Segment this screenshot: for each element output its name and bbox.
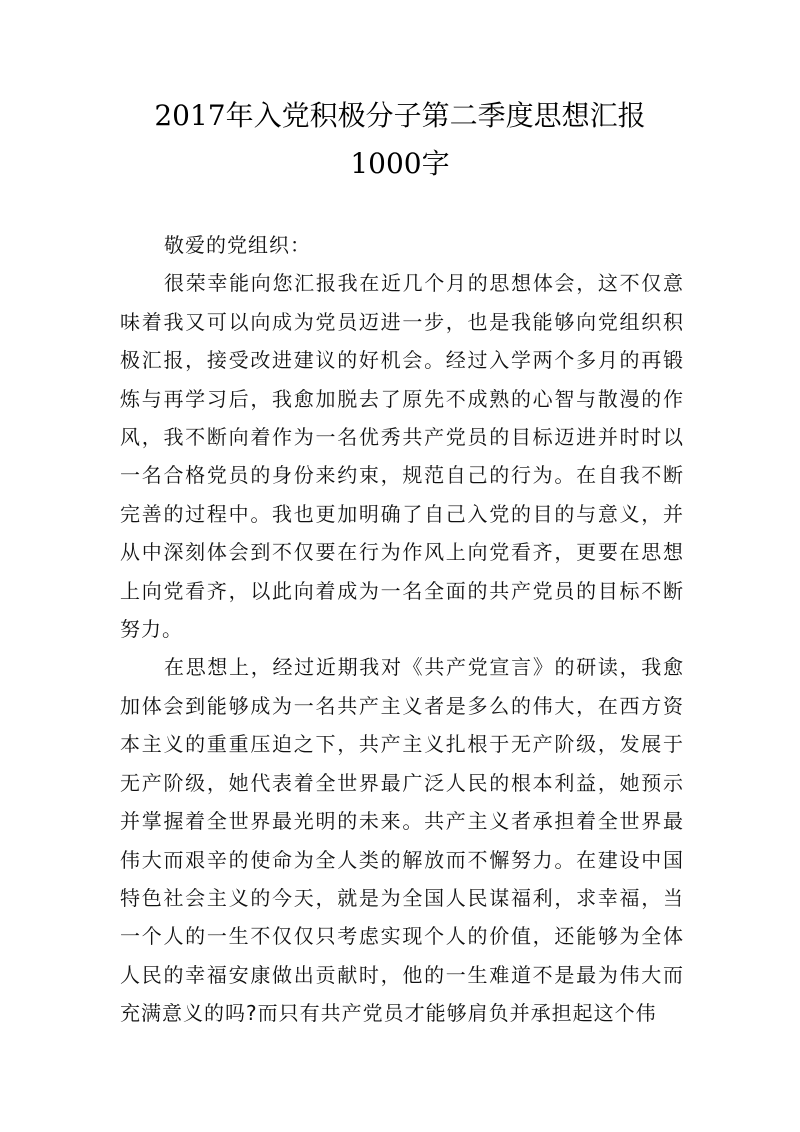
greeting: 敬爱的党组织： [164,233,311,257]
document-title [0,92,800,188]
title-line-2: 1000字 [350,147,450,180]
title-line-1: 2017年入党积极分子第二季度思想汇报 [154,99,646,132]
paragraph-2: 在思想上，经过近期我对《共产党宣言》的研读，我愈加体会到能够成为一名共产主义者是多么的伟大，在西方资本主义的重重压迫之下，共产主义扎根于无产阶级，发展于无产阶级，她代表着全世界最广泛人民的根本利益，她预示并掌握着全世界最光明的未来。共产主义者承担着全世界最伟大而艰辛的使命为全人类的解放而不懈努力。在建设中国特色社会主义的今天，就是为全国人民谋福利，求幸福，当一个人的一生不仅仅只考虑实现个人的价值，还能够为全体人民的幸福安康做出贡献时，他的一生难道不是最为伟大而充满意义的吗?而只有共产党员才能够肩负并承担起这个伟 [120,655,684,1026]
paragraph-1: 很荣幸能向您汇报我在近几个月的思想体会，这不仅意味着我又可以向成为党员迈进一步，也是我能够向党组织积极汇报，接受改进建议的好机会。经过入学两个多月的再锻炼与再学习后，我愈加脱去了原先不成熟的心智与散漫的作风，我不断向着作为一名优秀共产党员的目标迈进并时时以一名合格党员的身份来约束，规范自己的行为。在自我不断完善的过程中。我也更加明确了自己入党的目的与意义，并从中深刻体会到不仅要在行为作风上向党看齐，更要在思想上向党看齐，以此向着成为一名全面的共产党员的目标不断努力。 [120,271,684,642]
document-body [120,226,684,1033]
